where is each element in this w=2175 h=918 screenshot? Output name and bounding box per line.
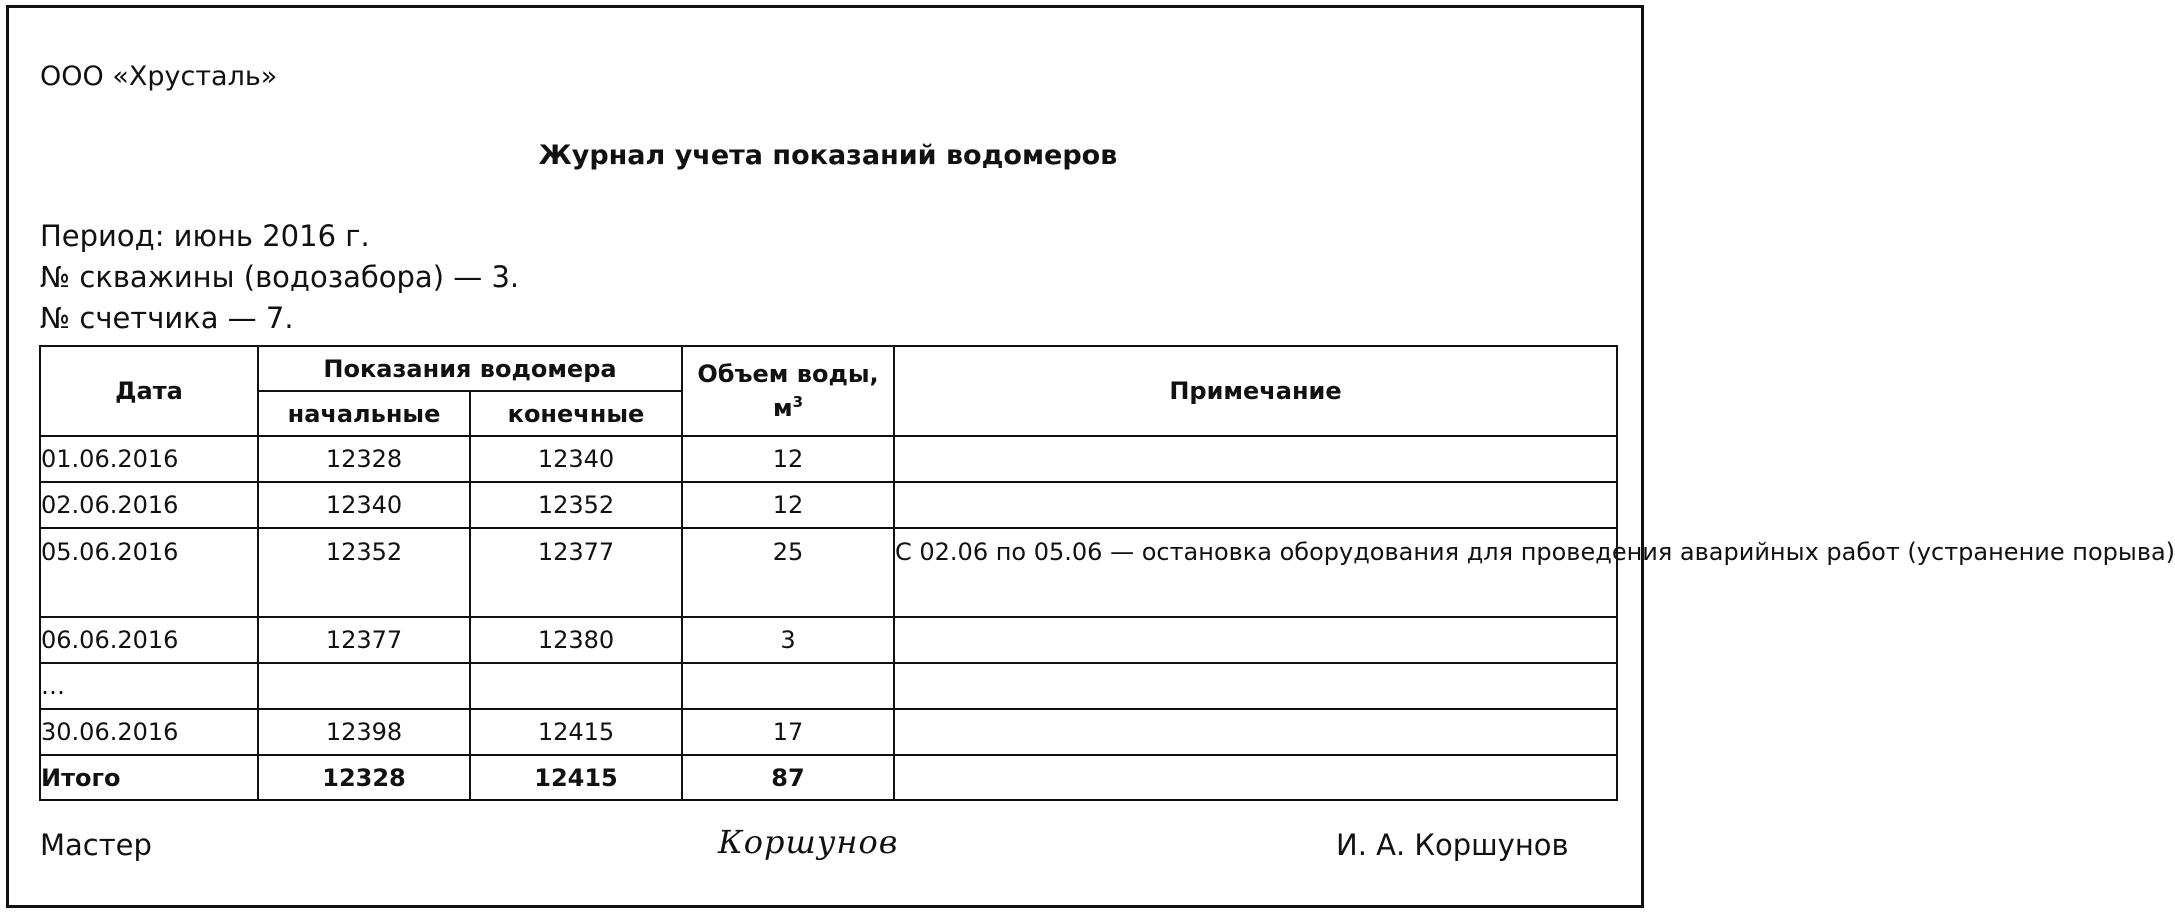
header-volume-label: Объем воды, м: [697, 360, 879, 422]
cell-end: 12380: [470, 617, 682, 663]
cell-date: 02.06.2016: [40, 482, 258, 528]
cell-date: 05.06.2016: [40, 528, 258, 617]
table-row: [40, 709, 1617, 755]
period-line: Период: июнь 2016 г.: [40, 219, 370, 253]
cell-volume: 12: [682, 436, 894, 482]
cell-volume: [682, 663, 894, 709]
document-title: Журнал учета показаний водомеров: [538, 140, 1118, 171]
cell-end: 12340: [470, 436, 682, 482]
cell-date: 01.06.2016: [40, 436, 258, 482]
cell-note: С 02.06 по 05.06 — остановка оборудования для проведения аварийных работ (устранение порыва): [894, 528, 1617, 617]
table-row: [40, 436, 1617, 482]
cell-end: 12377: [470, 528, 682, 617]
cell-total-start: 12328: [258, 755, 470, 800]
cell-start: [258, 663, 470, 709]
cell-volume: 3: [682, 617, 894, 663]
handwritten-signature: Коршунов: [718, 823, 899, 861]
well-number-line: № скважины (водозабора) — 3.: [40, 260, 520, 294]
cell-start: 12377: [258, 617, 470, 663]
table-row: [40, 617, 1617, 663]
cell-end: 12352: [470, 482, 682, 528]
cell-volume: 17: [682, 709, 894, 755]
cell-note: [894, 709, 1617, 755]
cell-end: [470, 663, 682, 709]
cell-volume: 25: [682, 528, 894, 617]
table-total-row: [40, 755, 1617, 800]
cell-note: [894, 617, 1617, 663]
cell-total-note: [894, 755, 1617, 800]
header-date: Дата: [40, 346, 258, 436]
cell-date: …: [40, 663, 258, 709]
cell-note: [894, 436, 1617, 482]
header-readings: Показания водомера: [258, 346, 682, 391]
cell-end: 12415: [470, 709, 682, 755]
organization-name: ООО «Хрусталь»: [40, 61, 278, 92]
cell-start: 12352: [258, 528, 470, 617]
meter-number-line: № счетчика — 7.: [40, 301, 294, 335]
cell-note: [894, 663, 1617, 709]
table-row: [40, 528, 1617, 617]
cell-start: 12340: [258, 482, 470, 528]
table-row: [40, 663, 1617, 709]
cell-total-end: 12415: [470, 755, 682, 800]
cell-date: 06.06.2016: [40, 617, 258, 663]
header-end: конечные: [470, 391, 682, 436]
table-row: [40, 482, 1617, 528]
header-volume-superscript: 3: [792, 393, 804, 411]
header-note: Примечание: [894, 346, 1617, 436]
cell-date: 30.06.2016: [40, 709, 258, 755]
cell-total-volume: 87: [682, 755, 894, 800]
signer-name: И. А. Коршунов: [1336, 828, 1569, 862]
readings-table: [39, 345, 2175, 801]
header-start: начальные: [258, 391, 470, 436]
cell-total-label: Итого: [40, 755, 258, 800]
cell-note: [894, 482, 1617, 528]
header-volume: [682, 346, 894, 436]
cell-volume: 12: [682, 482, 894, 528]
cell-start: 12328: [258, 436, 470, 482]
cell-start: 12398: [258, 709, 470, 755]
signer-role: Мастер: [40, 828, 152, 862]
